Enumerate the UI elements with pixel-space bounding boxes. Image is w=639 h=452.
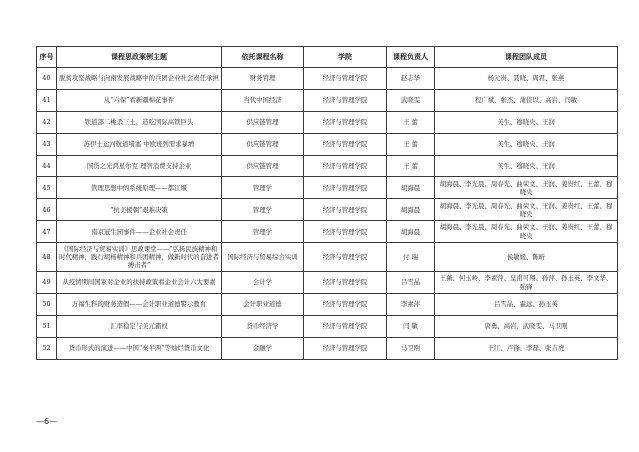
cell-topic: 汇率稳定与美元霸权 (57, 315, 222, 337)
cell-team: 程广斌、张杰、蒲佳以、高岩、闫敏 (435, 89, 618, 111)
header-course: 依托课程名称 (222, 47, 304, 68)
cell-topic: 从疫情期间国家对企业的扶持政策看企业会计六大要素 (57, 272, 222, 294)
cell-college: 经济与管理学院 (304, 294, 387, 316)
cell-college: 经济与管理学院 (304, 221, 387, 243)
table-row (37, 68, 618, 90)
cell-number: 46 (37, 199, 57, 221)
cell-topic: 脱贫攻坚战略与向南发展战略中的兵团企业社会责任承担 (57, 68, 222, 90)
cell-team: 侯敏媛、陈昕 (435, 243, 618, 272)
cell-team: 唐勇、高岩、武晓雯、马卫刚 (435, 315, 618, 337)
cell-number: 48 (37, 243, 57, 272)
cell-number: 40 (37, 68, 57, 90)
cell-college: 经济与管理学院 (304, 89, 387, 111)
cell-topic: 从“六保”看新疆棉花事件 (57, 89, 222, 111)
cell-topic: 管理思想中的系统原理——都江堰 (57, 177, 222, 199)
page-number: —6— (36, 417, 58, 426)
cell-course: 供应链管理 (222, 133, 304, 155)
cell-lead: 胡海晨 (387, 177, 435, 199)
cell-college: 经济与管理学院 (304, 243, 387, 272)
cell-college: 经济与管理学院 (304, 111, 387, 133)
header-row (37, 47, 618, 68)
cell-college: 经济与管理学院 (304, 315, 387, 337)
cell-topic: 苏伊士运河航道堵塞 中欧班列需求暴增 (57, 133, 222, 155)
header-team: 课程团队成员 (435, 47, 618, 68)
cell-topic: 铁道部二桃杀三士，造吃国际高铁巨头 (57, 111, 222, 133)
cell-number: 47 (37, 221, 57, 243)
cell-course: 财务管理 (222, 68, 304, 90)
cell-lead: 马卫刚 (387, 337, 435, 359)
cell-college: 经济与管理学院 (304, 177, 387, 199)
cell-course: 管理学 (222, 199, 304, 221)
table-row (37, 294, 618, 316)
cell-number: 49 (37, 272, 57, 294)
course-case-table (36, 46, 618, 360)
cell-college: 经济与管理学院 (304, 133, 387, 155)
table-row (37, 111, 618, 133)
cell-lead: 李素萍 (387, 294, 435, 316)
header-topic: 课程思政案例主题 (57, 47, 222, 68)
cell-course: 国际经济与贸易综合实训 (222, 243, 304, 272)
cell-course: 供应链管理 (222, 111, 304, 133)
table-row (37, 272, 618, 294)
table-header (37, 47, 618, 68)
cell-team: 王江、卢锋、李磊、张吉虎 (435, 337, 618, 359)
table-row (37, 243, 618, 272)
cell-team: 胡海晨、李光晨、周春光、曲荣文、王润、姜贵红、王蕾、穆晓央 (435, 221, 618, 243)
table-row (37, 155, 618, 177)
table-row (37, 199, 618, 221)
cell-lead: 胡海晨 (387, 221, 435, 243)
cell-number: 45 (37, 177, 57, 199)
cell-course: 货币经济学 (222, 315, 304, 337)
table-row (37, 315, 618, 337)
header-lead: 课程负责人 (387, 47, 435, 68)
cell-topic: 货币形式的演进——中国“秦半两”等灿烂货币文化 (57, 337, 222, 359)
header-number: 序号 (37, 47, 57, 68)
cell-lead: 闫 敏 (387, 315, 435, 337)
cell-lead: 胡海晨 (387, 199, 435, 221)
cell-college: 经济与管理学院 (304, 337, 387, 359)
cell-number: 42 (37, 111, 57, 133)
cell-team: 王薇、何玉岭、李素萍、皇甫可翔、孙萍、孙玉英、李文华、强锋 (435, 272, 618, 294)
cell-lead: 武晓雯 (387, 89, 435, 111)
table-row (37, 337, 618, 359)
cell-college: 经济与管理学院 (304, 272, 387, 294)
cell-number: 41 (37, 89, 57, 111)
cell-number: 44 (37, 155, 57, 177)
cell-team: 芙生、穆晓央、王润 (435, 111, 618, 133)
cell-topic: 万福生科的财务造假——会计职业道德警示教育 (57, 294, 222, 316)
cell-lead: 赵志华 (387, 68, 435, 90)
cell-lead: 王 蕾 (387, 133, 435, 155)
cell-team: 吕雪晶、霍远、孙玉英 (435, 294, 618, 316)
cell-team: 胡海晨、李光晨、周春光、曲荣文、王润、姜贵红、王蕾、穆晓央 (435, 177, 618, 199)
cell-lead: 王 蕾 (387, 111, 435, 133)
cell-college: 经济与管理学院 (304, 68, 387, 90)
cell-course: 会计学 (222, 272, 304, 294)
cell-team: 芙生、穆晓央、王润 (435, 155, 618, 177)
cell-course: 管理学 (222, 177, 304, 199)
cell-course: 金融学 (222, 337, 304, 359)
cell-course: 管理学 (222, 221, 304, 243)
cell-number: 50 (37, 294, 57, 316)
cell-college: 经济与管理学院 (304, 155, 387, 177)
cell-team: 胡海晨、李光晨、周春光、曲荣文、王润、姜贵红、王蕾、穆晓央 (435, 199, 618, 221)
cell-course: 当代中国经济 (222, 89, 304, 111)
cell-team: 芙生、穆晓央、王润 (435, 133, 618, 155)
cell-topic: 南京冠生园事件——企业社会责任 (57, 221, 222, 243)
cell-college: 经济与管理学院 (304, 199, 387, 221)
cell-topic: 国货之光鸿星尔克 理智消费支持企业 (57, 155, 222, 177)
table-row (37, 133, 618, 155)
table-row (37, 177, 618, 199)
cell-course: 供应链管理 (222, 155, 304, 177)
cell-number: 43 (37, 133, 57, 155)
cell-lead: 吕雪晶 (387, 272, 435, 294)
cell-lead: 付 瑞 (387, 243, 435, 272)
cell-lead: 王 蕾 (387, 155, 435, 177)
cell-topic: “抗美援朝”艰难决策 (57, 199, 222, 221)
header-college: 学院 (304, 47, 387, 68)
cell-team: 杨元贵、聂晓、周君、张燕 (435, 68, 618, 90)
table-row (37, 221, 618, 243)
cell-number: 52 (37, 337, 57, 359)
table-row (37, 89, 618, 111)
table-body (37, 68, 618, 360)
cell-number: 51 (37, 315, 57, 337)
cell-course: 会计职业道德 (222, 294, 304, 316)
cell-topic: 《国际经济与贸易实训》思政课堂——“弘扬民族精神和时代精神，践行胡杨精神和兵团精神，做新时代的奋进者搏击者” (57, 243, 222, 272)
